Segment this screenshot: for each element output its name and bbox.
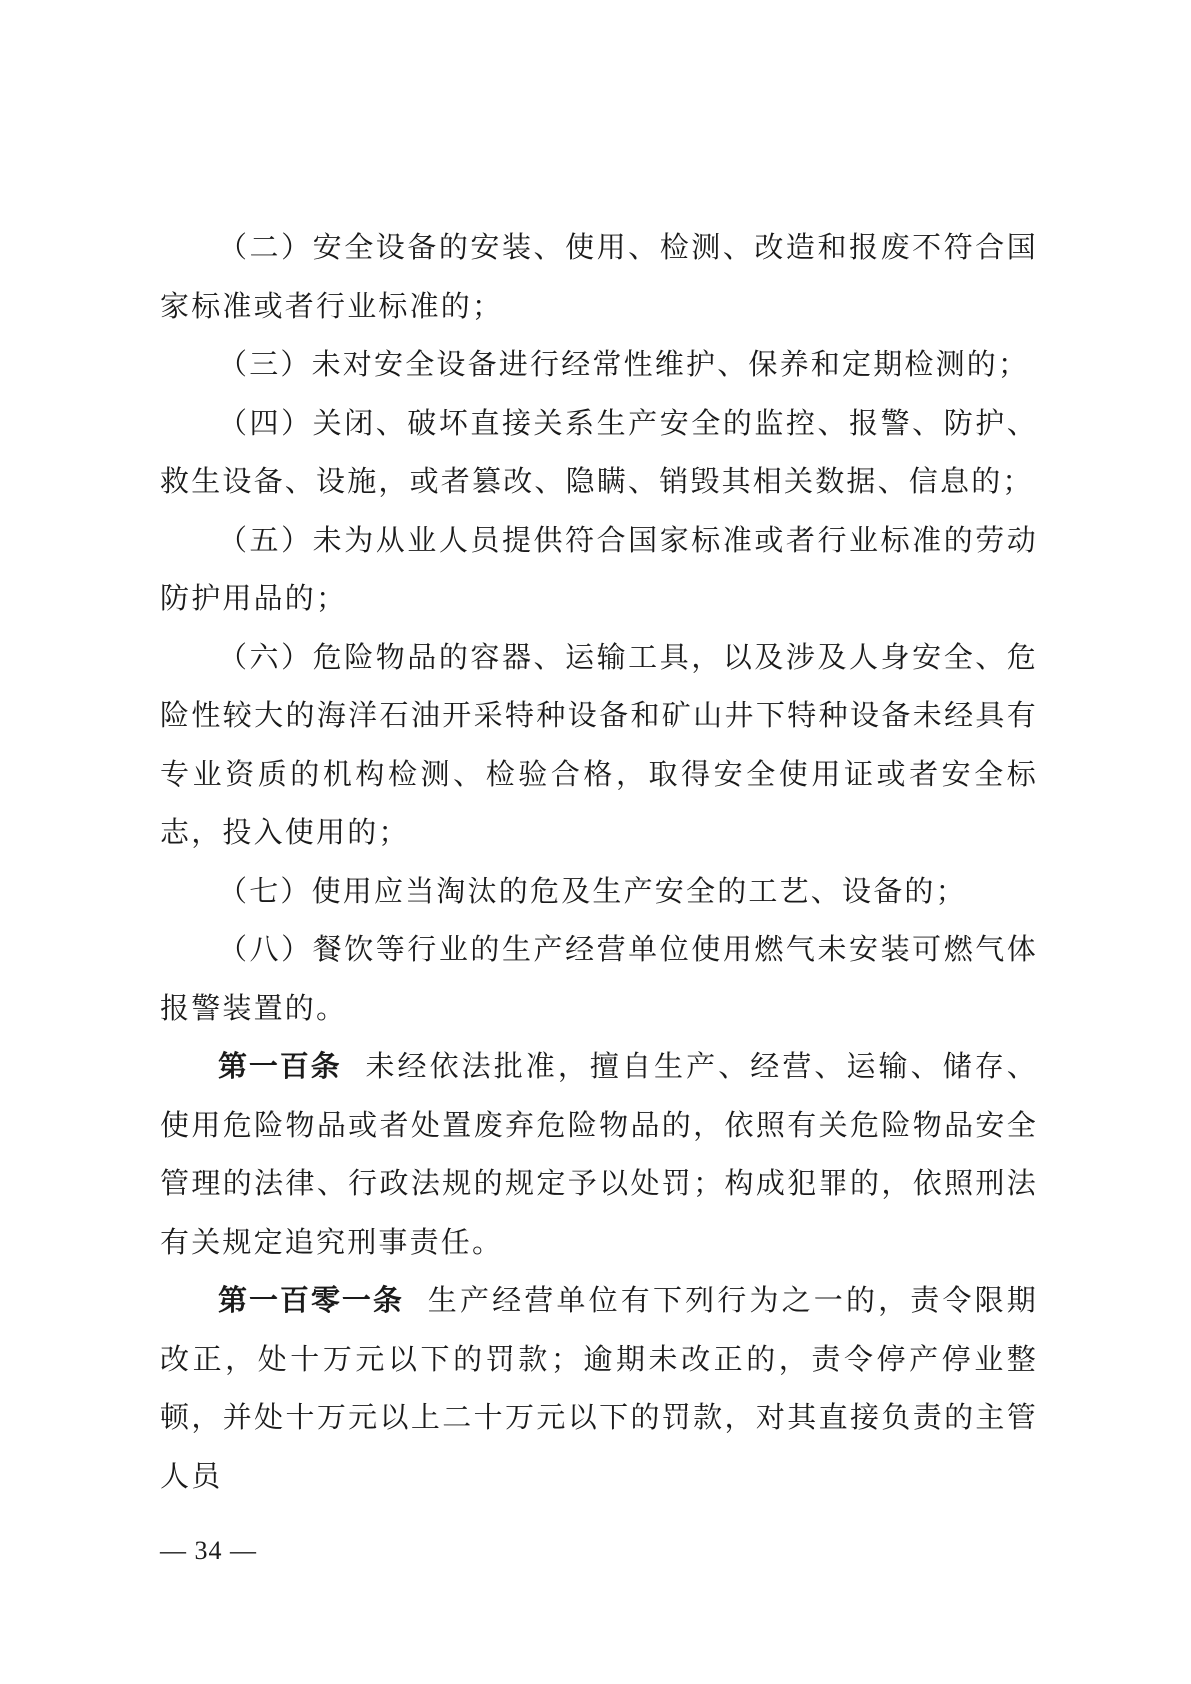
paragraph-item-6 [160,628,1038,862]
paragraph-item-3 [160,335,1038,394]
paragraph-text: （七）使用应当淘汰的危及生产安全的工艺、设备的； [218,873,967,908]
article-101 [160,1271,1038,1505]
paragraph-text: 未经依法批准，擅自生产、经营、运输、储存、使用危险物品或者处置废弃危险物品的，依照有关危险物品安全管理的法律、行政法规的规定予以处罚；构成犯罪的，依照刑法有关规定追究刑事责任。 [160,1049,1038,1259]
article-heading: 第一百零一条 [218,1283,404,1317]
paragraph-item-5 [160,511,1038,628]
paragraph-text: （三）未对安全设备进行经常性维护、保养和定期检测的； [218,347,1030,381]
paragraph-item-4 [160,394,1038,511]
page-number: — 34 — [160,1536,257,1565]
paragraph-text: （二）安全设备的安装、使用、检测、改造和报废不符合国家标准或者行业标准的； [160,230,1038,323]
paragraph-item-8 [160,920,1038,1037]
paragraph-text: （六）危险物品的容器、运输工具，以及涉及人身安全、危险性较大的海洋石油开采特种设备和矿山井下特种设备未经具有专业资质的机构检测、检验合格，取得安全使用证或者安全标志，投入使用的； [160,639,1038,849]
paragraph-text: 生产经营单位有下列行为之一的，责令限期改正，处十万元以下的罚款；逾期未改正的，责令停产停业整顿，并处十万元以上二十万元以下的罚款，对其直接负责的主管人员 [160,1283,1038,1493]
body-text [160,218,1038,1505]
paragraph-item-7 [160,862,1038,921]
article-heading: 第一百条 [218,1049,342,1083]
paragraph-text: （五）未为从业人员提供符合国家标准或者行业标准的劳动防护用品的； [160,522,1038,615]
article-100 [160,1037,1038,1271]
paragraph-item-2 [160,218,1038,335]
paragraph-text: （八）餐饮等行业的生产经营单位使用燃气未安装可燃气体报警装置的。 [160,932,1038,1025]
paragraph-text: （四）关闭、破坏直接关系生产安全的监控、报警、防护、救生设备、设施，或者篡改、隐瞒、销毁其相关数据、信息的； [160,405,1038,498]
